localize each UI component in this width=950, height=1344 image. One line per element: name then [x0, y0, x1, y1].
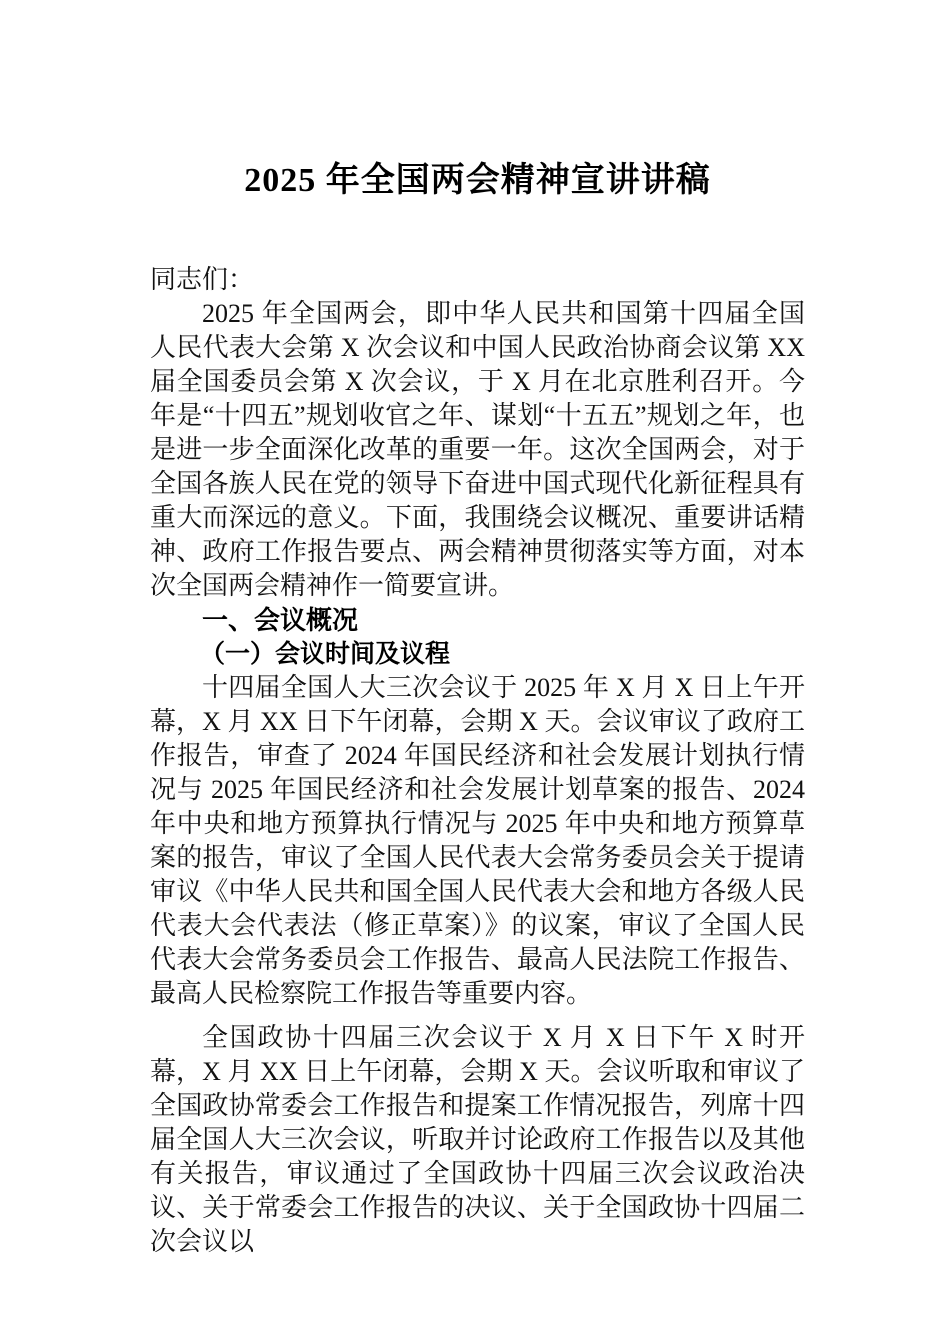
subsection-heading-time-agenda: （一）会议时间及议程: [200, 640, 451, 668]
paragraph-cppcc-session: 全国政协十四届三次会议于 X 月 X 日下午 X 时开幕，X 月 XX 日上午闭幕，会期 X 天。会议听取和审议了全国政协常委会工作报告和提案工作情况报告，列席十四届全国人大三次会议，听取并讨论政府工作报告以及其他有关报告，审议通过了全国政协十四届三次会议政治决议、关于常委会工作报告的决议、关于全国政协十四届二次会议以: [150, 1023, 805, 1256]
section-heading-overview: 一、会议概况: [202, 605, 359, 635]
salutation-line: 同志们：: [150, 265, 255, 294]
paragraph-npc-session: 十四届全国人大三次会议于 2025 年 X 月 X 日上午开幕，X 月 XX 日下午闭幕，会期 X 天。会议审议了政府工作报告，审查了 2024 年国民经济和社会发展计划执行情况与 2025 年国民经济和社会发展计划草案的报告、2024 年中央和地方预算执行情况与 2025 年中央和地方预算草案的报告，审议了全国人民代表大会常务委员会关于提请审议《中华人民共和国全国人民代表大会和地方各级人民代表大会代表法（修正草案）》的议案，审议了全国人民代表大会常务委员会工作报告、最高人民法院工作报告、最高人民检察院工作报告等重要内容。: [150, 673, 805, 1008]
document-title: 2025 年全国两会精神宣讲讲稿: [244, 162, 711, 199]
intro-paragraph: 2025 年全国两会，即中华人民共和国第十四届全国人民代表大会第 X 次会议和中国人民政治协商会议第 XX 届全国委员会第 X 次会议，于 X 月在北京胜利召开。今年是“十四五”规划收官之年、谋划“十五五”规划之年，也是进一步全面深化改革的重要一年。这次全国两会，对于全国各族人民在党的领导下奋进中国式现代化新征程具有重大而深远的意义。下面，我围绕会议概况、重要讲话精神、政府工作报告要点、两会精神贯彻落实等方面，对本次全国两会精神作一简要宣讲。: [150, 299, 805, 600]
